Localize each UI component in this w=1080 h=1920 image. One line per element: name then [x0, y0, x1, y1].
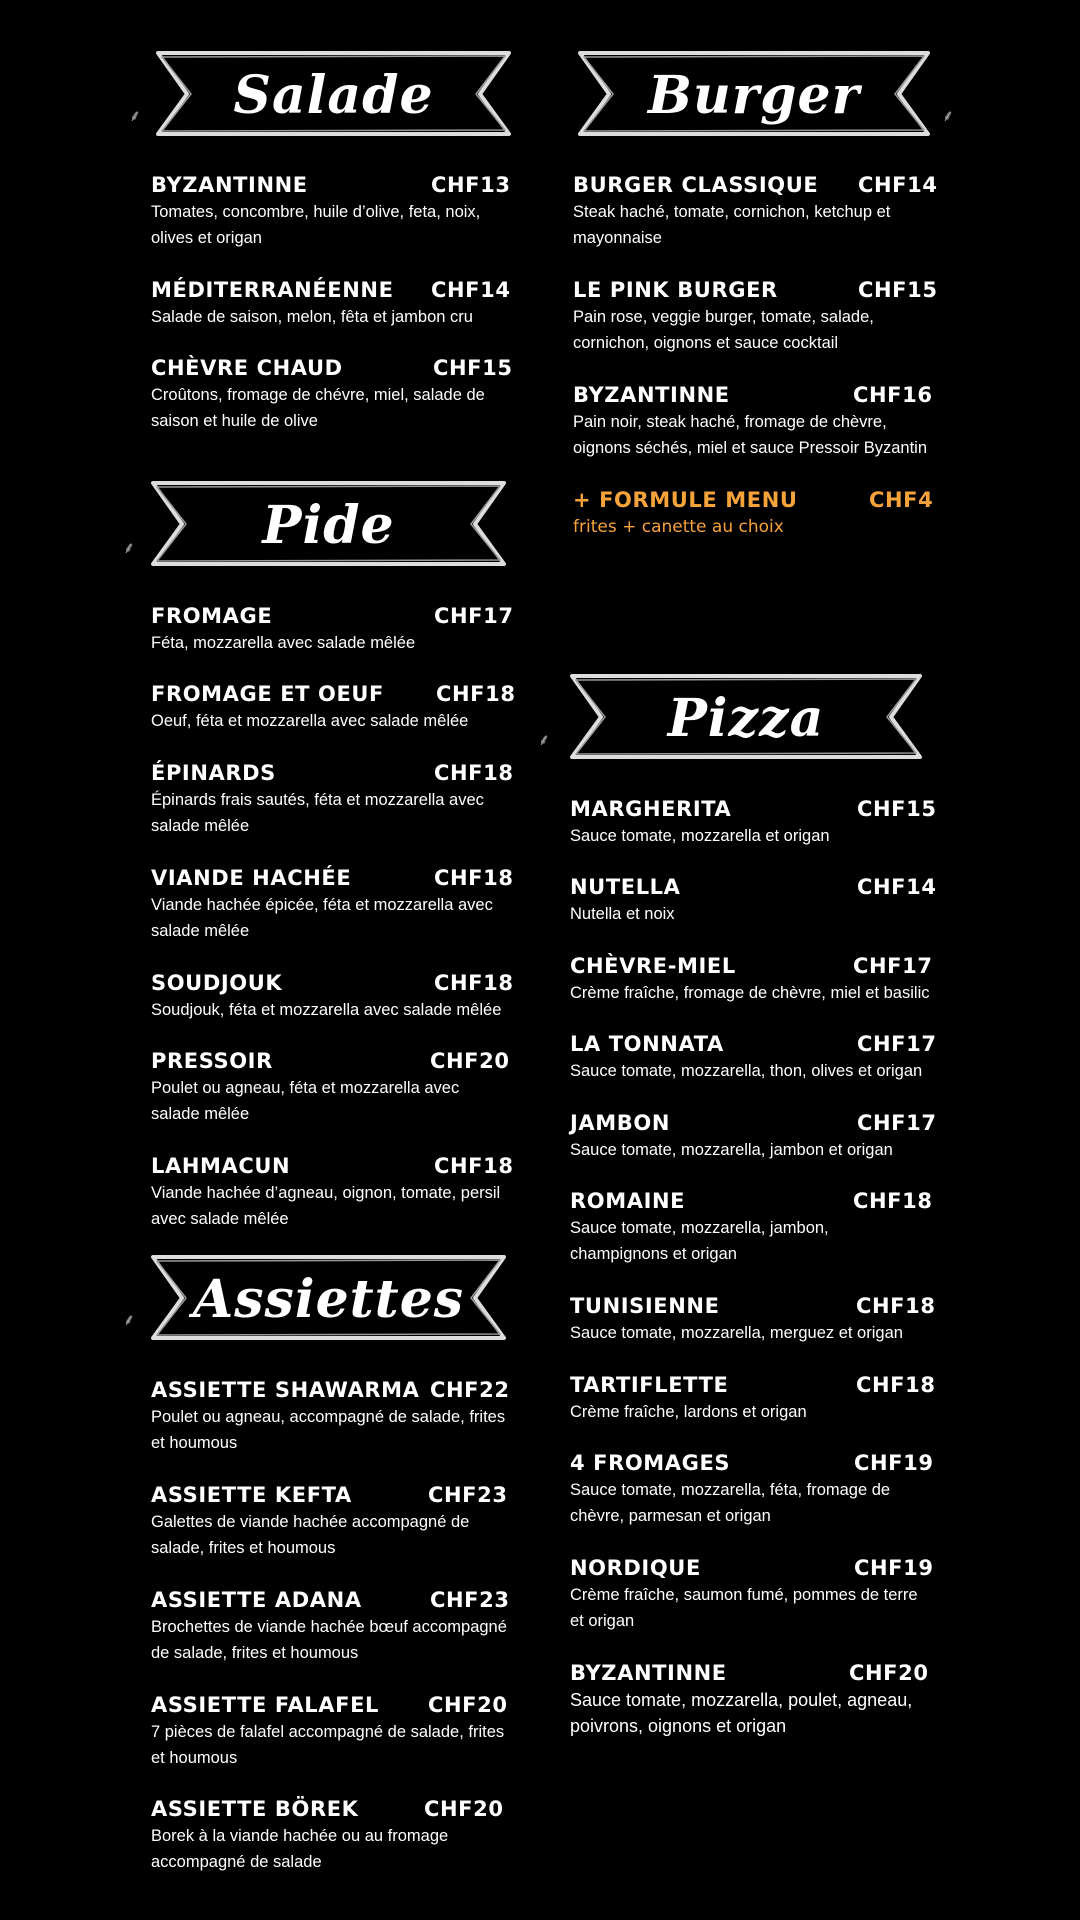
- pide-banner: [151, 480, 506, 572]
- menu-item: [151, 172, 511, 251]
- item-name: NUTELLA: [570, 875, 681, 899]
- item-price: CHF13: [431, 173, 511, 197]
- item-price: CHF20: [849, 1661, 929, 1685]
- item-price: CHF17: [857, 1111, 937, 1135]
- item-description: Steak haché, tomate, cornichon, ketchup et mayonnaise: [573, 203, 891, 247]
- item-name: LAHMACUN: [151, 1154, 291, 1178]
- menu-item: [151, 1692, 511, 1771]
- item-price: CHF14: [857, 875, 937, 899]
- item-price: CHF18: [856, 1373, 936, 1397]
- item-name: LA TONNATA: [570, 1032, 724, 1056]
- menu-item: [573, 172, 938, 251]
- menu-item: [570, 874, 937, 927]
- menu-item: [151, 1587, 511, 1666]
- item-description: Viande hachée épicée, féta et mozzarella avec salade mêlée: [151, 896, 493, 940]
- item-description: Féta, mozzarella avec salade mêlée: [151, 634, 416, 652]
- item-name: SOUDJOUK: [151, 971, 283, 995]
- item-price: CHF18: [856, 1294, 936, 1318]
- item-name: NORDIQUE: [570, 1556, 701, 1580]
- item-price: CHF19: [854, 1556, 934, 1580]
- item-description: Pain noir, steak haché, fromage de chèvre, oignons séchés, miel et sauce Pressoir Byzantin: [573, 413, 928, 457]
- item-description: Épinards frais sautés, féta et mozzarella avec salade mêlée: [151, 791, 484, 835]
- item-description: Oeuf, féta et mozzarella avec salade mêlée: [151, 712, 469, 730]
- item-name: BURGER CLASSIQUE: [573, 173, 819, 197]
- item-price: CHF20: [428, 1693, 508, 1717]
- menu-item: [570, 796, 937, 849]
- item-price: CHF17: [853, 954, 933, 978]
- item-name: TARTIFLETTE: [570, 1373, 729, 1397]
- item-name: ÉPINARDS: [151, 761, 276, 785]
- item-price: CHF18: [434, 866, 514, 890]
- section-title: Salade: [233, 65, 434, 126]
- item-price: CHF20: [424, 1797, 504, 1821]
- item-price: CHF23: [428, 1483, 508, 1507]
- item-name: BYZANTINNE: [570, 1661, 727, 1685]
- item-name: 4 FROMAGES: [570, 1451, 731, 1475]
- item-name: FROMAGE ET OEUF: [151, 682, 384, 706]
- flourish-icon: ⸙: [123, 538, 136, 557]
- item-description: Sauce tomate, mozzarella, thon, olives et origan: [570, 1062, 923, 1080]
- item-description: Sauce tomate, mozzarella, jambon, champignons et origan: [570, 1219, 829, 1263]
- item-name: MÉDITERRANÉENNE: [151, 278, 394, 302]
- item-description: Poulet ou agneau, accompagné de salade, frites et houmous: [151, 1408, 506, 1452]
- flourish-icon: ⸙: [942, 106, 955, 125]
- item-price: CHF4: [869, 488, 934, 512]
- menu-item: [570, 1660, 930, 1739]
- item-price: CHF18: [434, 971, 514, 995]
- item-description: Pain rose, veggie burger, tomate, salade, cornichon, oignons et sauce cocktail: [573, 308, 874, 352]
- item-price: CHF18: [853, 1189, 933, 1213]
- menu-item: [570, 1188, 933, 1267]
- item-price: CHF15: [858, 278, 938, 302]
- menu-item: [151, 760, 514, 839]
- menu-item-formule: [573, 487, 933, 540]
- item-name: PRESSOIR: [151, 1049, 273, 1073]
- item-price: CHF14: [431, 278, 511, 302]
- item-price: CHF20: [430, 1049, 510, 1073]
- menu-item: [151, 277, 511, 330]
- item-description: Sauce tomate, mozzarella et origan: [570, 827, 830, 845]
- item-name: JAMBON: [570, 1111, 670, 1135]
- item-name: LE PINK BURGER: [573, 278, 778, 302]
- menu-item: [151, 355, 511, 434]
- item-description: Sauce tomate, mozzarella, merguez et origan: [570, 1324, 903, 1342]
- item-name: MARGHERITA: [570, 797, 732, 821]
- item-name: BYZANTINNE: [573, 383, 730, 407]
- item-name: CHÈVRE CHAUD: [151, 356, 343, 380]
- item-name: ASSIETTE KEFTA: [151, 1483, 352, 1507]
- menu-item: [151, 681, 516, 734]
- salade-banner: [156, 50, 511, 142]
- item-description: Poulet ou agneau, féta et mozzarella avec salade mêlée: [151, 1079, 460, 1123]
- flourish-icon: ⸙: [129, 106, 142, 125]
- menu-item: [151, 1153, 514, 1232]
- item-price: CHF17: [434, 604, 514, 628]
- item-description: Sauce tomate, mozzarella, jambon et origan: [570, 1141, 893, 1159]
- menu-item: [151, 970, 514, 1023]
- item-name: VIANDE HACHÉE: [151, 866, 352, 890]
- item-description: Tomates, concombre, huile d’olive, feta, noix, olives et origan: [151, 203, 481, 247]
- item-description: Borek à la viande hachée ou au fromage accompagné de salade: [151, 1827, 449, 1871]
- item-name: ROMAINE: [570, 1189, 686, 1213]
- item-price: CHF18: [434, 761, 514, 785]
- menu-item: [573, 382, 933, 461]
- item-description: Salade de saison, melon, fêta et jambon cru: [151, 308, 473, 326]
- item-description: Brochettes de viande hachée bœuf accompagné de salade, frites et houmous: [151, 1618, 507, 1662]
- menu-item: [570, 1450, 934, 1529]
- assiettes-banner: [151, 1254, 506, 1346]
- item-price: CHF15: [433, 356, 513, 380]
- menu-item: [151, 865, 514, 944]
- menu-item: [570, 1555, 934, 1634]
- item-name: TUNISIENNE: [570, 1294, 720, 1318]
- item-price: CHF19: [854, 1451, 934, 1475]
- item-description: Nutella et noix: [570, 905, 675, 923]
- item-description: Sauce tomate, mozzarella, féta, fromage de chèvre, parmesan et origan: [570, 1481, 891, 1525]
- menu-item: [151, 1796, 511, 1875]
- item-price: CHF16: [853, 383, 933, 407]
- section-title: Burger: [648, 65, 860, 126]
- item-price: CHF15: [857, 797, 937, 821]
- menu-item: [570, 1110, 937, 1163]
- item-description: Viande hachée d’agneau, oignon, tomate, persil avec salade mêlée: [151, 1184, 501, 1228]
- item-price: CHF18: [436, 682, 516, 706]
- item-price: CHF14: [858, 173, 938, 197]
- menu-item: [151, 1482, 511, 1561]
- item-description: Crème fraîche, saumon fumé, pommes de terre et origan: [570, 1586, 918, 1630]
- item-name: FROMAGE: [151, 604, 273, 628]
- menu-item: [151, 1377, 511, 1456]
- item-name: ASSIETTE BÖREK: [151, 1797, 359, 1821]
- item-description: frites + canette au choix: [573, 517, 784, 537]
- section-title: Assiettes: [192, 1269, 465, 1330]
- item-description: 7 pièces de falafel accompagné de salade, frites et houmous: [151, 1723, 505, 1767]
- item-price: CHF22: [430, 1378, 510, 1402]
- item-description: Crème fraîche, lardons et origan: [570, 1403, 807, 1421]
- item-name: + FORMULE MENU: [573, 488, 798, 512]
- item-name: ASSIETTE FALAFEL: [151, 1693, 379, 1717]
- menu-item: [570, 1372, 936, 1425]
- flourish-icon: ⸙: [538, 730, 551, 749]
- menu-item: [151, 1048, 511, 1127]
- menu-item: [573, 277, 938, 356]
- item-description: Soudjouk, féta et mozzarella avec salade mêlée: [151, 1001, 502, 1019]
- menu-item: [570, 1293, 936, 1346]
- item-price: CHF23: [430, 1588, 510, 1612]
- burger-banner: [578, 50, 930, 142]
- item-description: Galettes de viande hachée accompagné de salade, frites et houmous: [151, 1513, 470, 1557]
- item-name: ASSIETTE SHAWARMA: [151, 1378, 420, 1402]
- item-price: CHF18: [434, 1154, 514, 1178]
- item-name: CHÈVRE-MIEL: [570, 954, 736, 978]
- section-title: Pide: [262, 495, 395, 556]
- section-title: Pizza: [667, 688, 825, 749]
- flourish-icon: ⸙: [123, 1310, 136, 1329]
- menu-item: [151, 603, 514, 656]
- item-description: Croûtons, fromage de chévre, miel, salade de saison et huile de olive: [151, 386, 485, 430]
- menu-item: [570, 1031, 937, 1084]
- item-name: ASSIETTE ADANA: [151, 1588, 362, 1612]
- item-price: CHF17: [857, 1032, 937, 1056]
- item-description: Crème fraîche, fromage de chèvre, miel et basilic: [570, 984, 930, 1002]
- menu-item: [570, 953, 933, 1006]
- pizza-banner: [570, 673, 922, 765]
- item-description: Sauce tomate, mozzarella, poulet, agneau, poivrons, oignons et origan: [570, 1690, 913, 1736]
- item-name: BYZANTINNE: [151, 173, 308, 197]
